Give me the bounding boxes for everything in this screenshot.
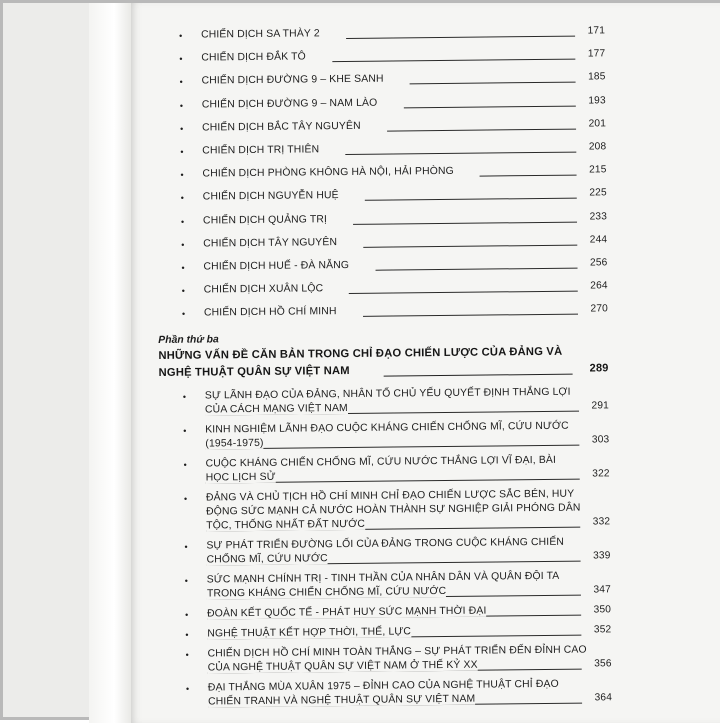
toc-entry [182,303,608,321]
bullet-icon: • [181,285,186,296]
bullet-icon: • [185,649,189,660]
leader-rule [384,374,573,377]
leader-rule [480,175,577,177]
bullet-icon: • [179,77,183,88]
toc-entry [184,488,610,534]
part-title-line-1: NHỮNG VẤN ĐỀ CĂN BẢN TRONG CHỈ ĐẠO CHIẾN LƯỢC CỦA ĐẢNG VÀ [158,346,563,363]
entry-title-line: KINH NGHIỆM LÃNH ĐẠO CUỘC KHÁNG CHIẾN CHỐNG MĨ, CỨU NƯỚC [205,420,569,436]
entry-page-number: 339 [593,550,611,562]
entry-page-number: 215 [588,164,607,176]
toc-entry [184,536,610,568]
leader-rule [345,152,576,155]
bullet-icon: • [181,308,186,319]
bullet-icon: • [182,391,187,402]
entry-page-number: 171 [587,25,606,37]
toc-entry [185,624,611,642]
entry-title: CHIẾN DỊCH HUẾ - ĐÀ NẴNG [203,259,350,273]
part-label: Phần thứ ba [158,334,219,347]
leader-rule [410,82,576,85]
bullet-icon: • [183,459,187,470]
entry-title-line: CHIẾN TRANH VÀ NGHỆ THUẬT QUÂN SỰ VIỆT NAM [207,693,476,708]
leader-rule [404,105,576,108]
entry-page-number: 201 [588,118,607,130]
toc-entry [186,678,612,710]
entry-title-line: SỨC MẠNH CHÍNH TRỊ - TINH THẦN CỦA NHÂN DÂN VÀ QUÂN ĐỘI TA [206,571,560,586]
part-page-number: 289 [589,362,609,375]
entry-title: CHIẾN DỊCH TÂY NGUYÊN [203,236,338,250]
bullet-icon: • [180,193,185,204]
entry-title-line: ĐẠI THẮNG MÙA XUÂN 1975 – ĐỈNH CAO CỦA NGHỆ THUẬT CHỈ ĐẠO [207,679,559,694]
entry-title-line: CHỐNG MĨ, CỨU NƯỚC [206,553,328,566]
entry-title: CHIẾN DỊCH QUẢNG TRỊ [202,213,328,227]
entry-title-line: CHIẾN DỊCH HỒ CHÍ MINH TOÀN THẮNG – SỰ PHÁT TRIỂN ĐẾN ĐỈNH CAO [207,644,587,660]
bullet-icon: • [179,53,183,64]
toc-entry [180,117,606,135]
leader-rule [332,59,575,63]
toc-entry [179,24,605,42]
entry-title: CHIẾN DỊCH ĐƯỜNG 9 – NAM LÀO [201,97,378,111]
entry-page-number: 233 [589,210,608,222]
entry-title-line: HỌC LỊCH SỬ [205,472,276,484]
toc-entry [180,140,606,158]
bullet-icon: • [179,123,184,134]
toc-entry [181,187,607,205]
bullet-icon: • [181,262,185,273]
bullet-icon: • [185,609,189,620]
entry-page-number: 177 [587,48,606,60]
entry-title-line: TỘC, THỐNG NHẤT ĐẤT NƯỚC [206,519,366,532]
toc-entry [180,94,606,112]
entry-page-number: 352 [593,624,612,636]
entry-title-line: TRONG KHÁNG CHIẾN CHỐNG MĨ, CỨU NƯỚC [206,586,447,600]
bullet-icon: • [181,239,185,250]
entry-title: CHIẾN DỊCH TRỊ THIÊN [202,144,320,157]
book-page [131,3,720,723]
entry-page-number: 185 [588,71,606,83]
entry-title-line: CUỘC KHÁNG CHIẾN CHỐNG MĨ, CỨU NƯỚC THẮNG LỢI VĨ ĐẠI, BÀI [205,455,557,470]
bullet-icon: • [180,169,184,180]
toc-entry [179,47,605,65]
entry-title: CHIẾN DỊCH SA THÀY 2 [201,28,320,41]
toc-entry [181,210,607,228]
leader-rule [387,128,576,131]
entry-title: CHIẾN DỊCH ĐƯỜNG 9 – KHE SANH [201,73,384,87]
leader-rule [363,244,577,247]
bullet-icon: • [180,146,184,157]
bullet-icon: • [183,425,187,436]
entry-page-number: 303 [591,434,610,446]
entry-title: CHIẾN DỊCH NGUYỄN HUỆ [202,190,339,203]
entry-title-line: SỰ PHÁT TRIỂN ĐƯỜNG LỐI CỦA ĐẢNG TRONG CUỘC KHÁNG CHIẾN [206,536,565,552]
entry-title-line: CỦA NGHỆ THUẬT QUÂN SỰ VIỆT NAM Ở THẾ KỶ XX [207,659,478,674]
toc-entry [185,604,611,622]
part-header [158,331,608,383]
entry-page-number: 364 [594,692,613,704]
toc-entry [183,386,609,418]
entry-page-number: 264 [590,280,608,292]
entry-page-number: 332 [592,516,611,528]
toc-entry [181,233,607,251]
entry-page-number: 256 [589,257,608,269]
entry-page-number: 347 [593,584,611,596]
toc-entry [185,644,611,676]
entry-title: CHIẾN DỊCH XUÂN LỘC [203,283,324,296]
table-of-contents [155,24,612,716]
entry-title-line: ĐOÀN KẾT QUỐC TẾ - PHÁT HUY SỨC MẠNH THỜI ĐẠI [207,605,487,620]
leader-rule [353,221,577,224]
entry-title: CHIẾN DỊCH ĐẮK TÔ [201,51,306,64]
bullet-icon: • [184,575,189,586]
leader-rule [349,291,578,294]
entry-title-line: NGHỆ THUẬT KẾT HỢP THỜI, THẾ, LỰC [207,626,412,640]
leader-rule [346,36,575,39]
entry-page-number: 225 [589,187,607,199]
entry-page-number: 350 [593,604,612,616]
entry-title-line: (1954-1975) [205,438,264,450]
toc-entry [183,454,609,486]
previous-page-edge [89,3,132,723]
entry-page-number: 208 [588,141,607,153]
entry-title-line: ĐẢNG VÀ CHỦ TỊCH HỒ CHÍ MINH CHỈ ĐẠO CHIẾN LƯỢC SẮC BÉN, HUY [205,488,575,504]
toc-entry [180,163,606,181]
entry-title-line: CỦA CÁCH MẠNG VIỆT NAM [204,403,348,416]
entry-title: CHIẾN DỊCH PHÒNG KHÔNG HÀ NỘI, HẢI PHÒNG [202,166,454,180]
toc-entry [182,279,608,297]
entry-page-number: 291 [591,400,610,412]
bullet-icon: • [179,30,183,41]
entry-title: CHIẾN DỊCH HỒ CHÍ MINH [203,306,337,319]
toc-entry [181,256,607,274]
entry-page-number: 356 [594,658,612,670]
bullet-icon: • [184,541,188,552]
part-title [158,344,608,383]
toc-entry [179,71,605,89]
bullet-icon: • [180,216,185,227]
toc-entry [183,420,609,452]
entry-page-number: 193 [588,94,606,107]
leader-rule [376,267,578,270]
leader-rule [365,198,577,201]
entry-title-line: ĐỘNG SỨC MẠNH CẢ NƯỚC HOÀN THÀNH SỰ NGHIỆP GIẢI PHÓNG DÂN [206,502,581,518]
bullet-icon: • [183,493,188,504]
entry-last-line [185,624,611,642]
toc-entry [185,570,611,602]
part-title-line-2: NGHỆ THUẬT QUÂN SỰ VIỆT NAM 289 [158,362,609,380]
bullet-icon: • [185,629,189,640]
bullet-icon: • [179,100,184,111]
entry-page-number: 244 [589,233,608,246]
section-list [159,386,612,711]
entry-page-number: 322 [592,468,610,480]
entry-page-number: 270 [590,303,609,315]
entry-title: CHIẾN DỊCH BẮC TÂY NGUYÊN [201,120,361,134]
campaign-list [155,24,608,321]
bullet-icon: • [185,683,190,694]
entry-title-line: SỰ LÃNH ĐẠO CỦA ĐẢNG, NHÂN TỐ CHỦ YẾU QUYẾT ĐỊNH THẮNG LỢI [204,386,571,402]
leader-rule [363,314,578,317]
entry-last-line [185,604,611,622]
